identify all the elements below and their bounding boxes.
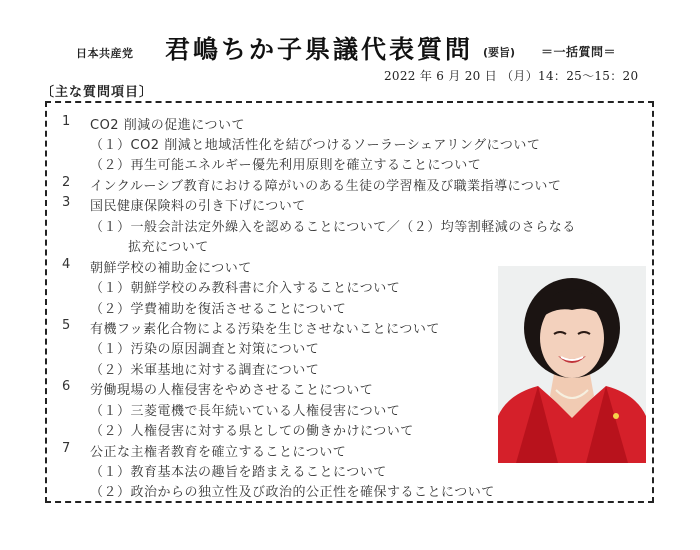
- question-number: 5: [62, 318, 71, 333]
- question-number: 3: [62, 195, 71, 210]
- question-text: 労働現場の人権侵害をやめさせることについて: [90, 383, 374, 398]
- sub-question: （１）教育基本法の趣旨を踏まえることについて: [90, 465, 387, 480]
- sub-question: （１）三菱電機で長年続いている人権侵害について: [90, 404, 401, 419]
- page-title: 君嶋ちか子県議代表質問: [165, 35, 474, 64]
- sub-question: （２）政治からの独立性及び政治的公正性を確保することについて: [90, 485, 495, 500]
- question-number: 1: [62, 114, 71, 129]
- sub-question-continuation: 拡充について: [128, 240, 209, 255]
- batch-question-label: ＝一括質問＝: [541, 45, 617, 59]
- question-text: 有機フッ素化合物による汚染を生じさせないことについて: [90, 322, 440, 337]
- summary-label: (要旨): [483, 46, 516, 59]
- sub-question: （１）朝鮮学校のみ教科書に介入することについて: [90, 281, 401, 296]
- sub-question: （１）汚染の原因調査と対策について: [90, 342, 320, 357]
- sub-question: （１）CO2 削減と地域活性化を結びつけるソーラーシェアリングについて: [90, 138, 541, 153]
- question-number: 4: [62, 257, 71, 272]
- question-text: CO2 削減の促進について: [90, 118, 245, 133]
- section-title: 〔主な質問項目〕: [41, 85, 154, 100]
- question-text: 国民健康保険料の引き下げについて: [90, 199, 306, 214]
- party-name: 日本共産党: [76, 47, 134, 60]
- question-number: 7: [62, 441, 71, 456]
- sub-question: （２）学費補助を復活させることについて: [90, 302, 347, 317]
- question-number: 6: [62, 379, 71, 394]
- question-text: 朝鮮学校の補助金について: [90, 261, 252, 276]
- sub-question: （２）米軍基地に対する調査について: [90, 363, 320, 378]
- sub-question: （１）一般会計法定外繰入を認めることについて／（２）均等割軽減のさらなる: [90, 220, 576, 235]
- session-datetime: 2022 年 6 月 20 日 （月）14：25〜15：20: [384, 69, 639, 83]
- sub-question: （２）人権侵害に対する県としての働きかけについて: [90, 424, 414, 439]
- portrait-illustration: [498, 266, 646, 463]
- question-text: 公正な主権者教育を確立することについて: [90, 445, 347, 460]
- portrait-photo: [498, 266, 646, 463]
- question-number: 2: [62, 175, 71, 190]
- question-text: インクルーシブ教育における障がいのある生徒の学習権及び職業指導について: [90, 179, 562, 194]
- sub-question: （２）再生可能エネルギー優先利用原則を確立することについて: [90, 158, 482, 173]
